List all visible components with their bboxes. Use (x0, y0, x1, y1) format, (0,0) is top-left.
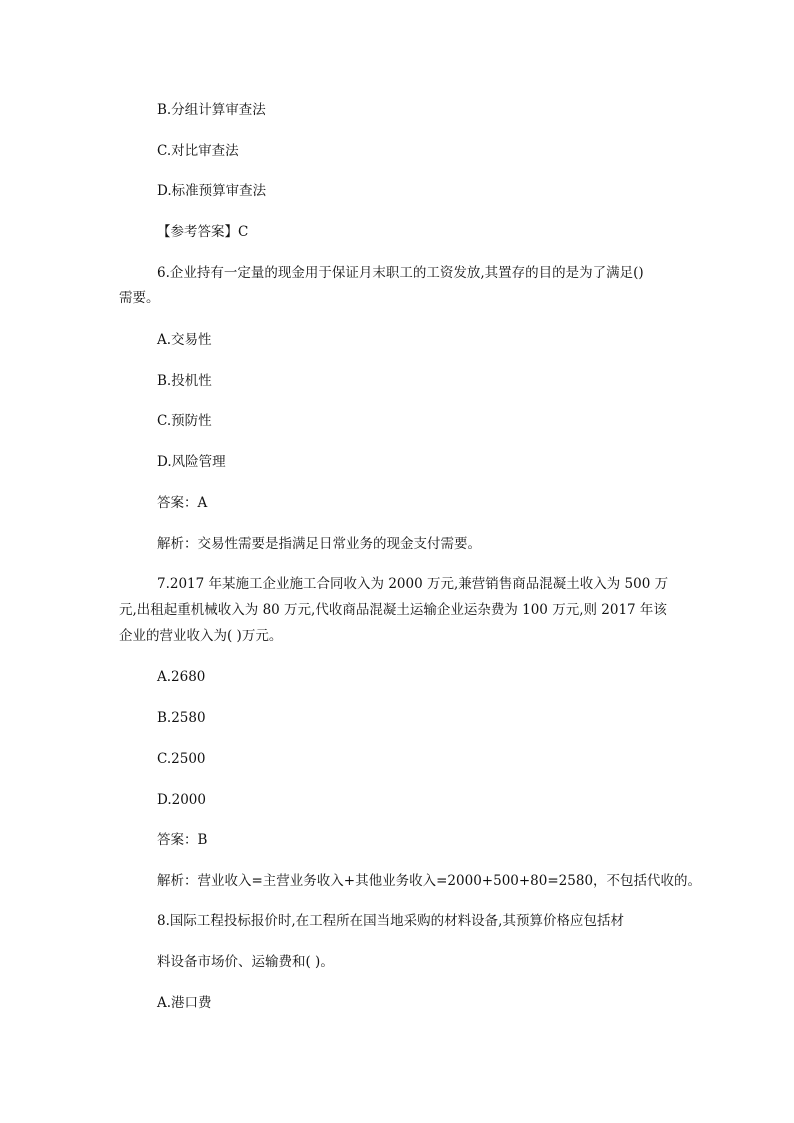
q6-stem-line1: 6.企业持有一定量的现金用于保证月末职工的工资发放,其置存的目的是为了满足() (157, 265, 644, 281)
q6-option-b: B.投机性 (157, 373, 212, 389)
q5-option-c: C.对比审查法 (157, 143, 239, 159)
q6-analysis: 解析：交易性需要是指满足日常业务的现金支付需要。 (157, 536, 481, 552)
q7-stem-line3: 企业的营业收入为( )万元。 (119, 628, 283, 644)
q7-analysis: 解析：营业收入=主营业务收入+其他业务收入=2000+500+80=2580，不包括代收的。 (157, 873, 702, 889)
q5-answer: 【参考答案】C (157, 224, 249, 240)
q8-stem-line1: 8.国际工程投标报价时,在工程所在国当地采购的材料设备,其预算价格应包括材 (157, 913, 624, 929)
q6-option-c: C.预防性 (157, 413, 212, 429)
q7-answer: 答案：B (157, 832, 208, 848)
q7-option-a: A.2680 (157, 669, 206, 685)
q7-option-b: B.2580 (157, 710, 206, 726)
q7-option-c: C.2500 (157, 751, 206, 767)
q8-option-a: A.港口费 (157, 995, 212, 1011)
q7-stem-line2: 元,出租起重机械收入为 80 万元,代收商品混凝土运输企业运杂费为 100 万元,则 2017 年该 (119, 602, 667, 618)
q6-option-a: A.交易性 (157, 332, 212, 348)
q8-stem-line2: 料设备市场价、运输费和( )。 (157, 954, 334, 970)
q6-stem-line2: 需要。 (119, 290, 160, 306)
q6-option-d: D.风险管理 (157, 454, 226, 470)
q7-option-d: D.2000 (157, 792, 206, 808)
q7-stem-line1: 7.2017 年某施工企业施工合同收入为 2000 万元,兼营销售商品混凝土收入为 500 万 (157, 576, 669, 592)
q5-option-b: B.分组计算审查法 (157, 102, 266, 118)
q5-option-d: D.标准预算审查法 (157, 183, 267, 199)
q6-answer: 答案：A (157, 495, 208, 511)
